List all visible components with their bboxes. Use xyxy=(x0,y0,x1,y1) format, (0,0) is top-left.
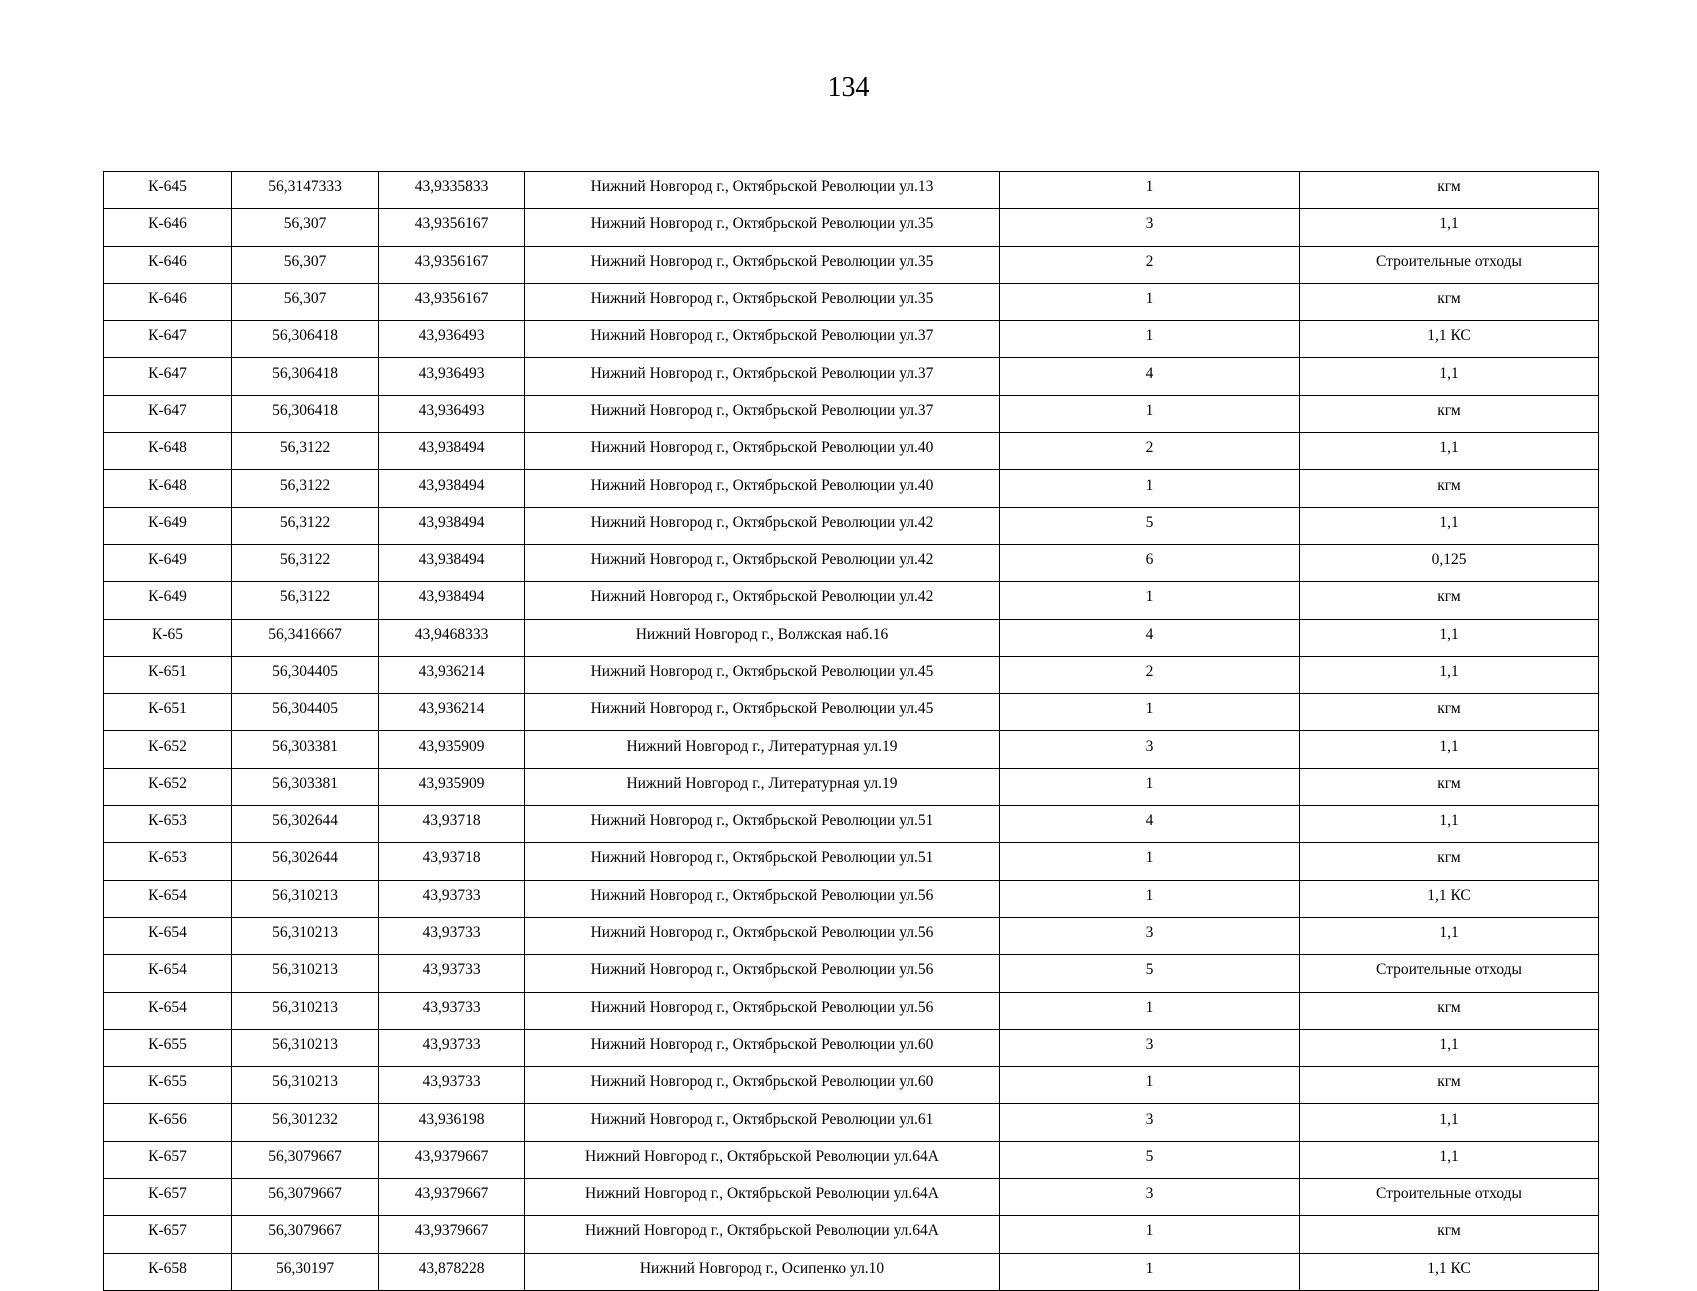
container-type-cell: 1,1 xyxy=(1300,209,1599,246)
container-type-cell: 1,1 КС xyxy=(1300,1253,1599,1290)
site-code-cell: К-648 xyxy=(104,433,232,470)
address-cell: Нижний Новгород г., Октябрьской Революции ул.56 xyxy=(525,992,1000,1029)
container-type-cell: Строительные отходы xyxy=(1300,1179,1599,1216)
longitude-cell: 43,878228 xyxy=(379,1253,525,1290)
container-type-cell: 1,1 xyxy=(1300,1141,1599,1178)
count-cell: 3 xyxy=(1000,731,1300,768)
address-cell: Нижний Новгород г., Октябрьской Революции ул.13 xyxy=(525,172,1000,209)
container-type-cell: 1,1 xyxy=(1300,358,1599,395)
table-row xyxy=(104,582,1599,619)
latitude-cell: 56,3122 xyxy=(232,582,379,619)
table-row xyxy=(104,433,1599,470)
longitude-cell: 43,9468333 xyxy=(379,619,525,656)
container-type-cell: 1,1 xyxy=(1300,619,1599,656)
address-cell: Нижний Новгород г., Октябрьской Революции ул.42 xyxy=(525,582,1000,619)
count-cell: 1 xyxy=(1000,694,1300,731)
site-code-cell: К-651 xyxy=(104,694,232,731)
longitude-cell: 43,9379667 xyxy=(379,1141,525,1178)
site-code-cell: К-652 xyxy=(104,731,232,768)
table-row xyxy=(104,806,1599,843)
longitude-cell: 43,93718 xyxy=(379,806,525,843)
longitude-cell: 43,9356167 xyxy=(379,209,525,246)
latitude-cell: 56,307 xyxy=(232,209,379,246)
site-code-cell: К-656 xyxy=(104,1104,232,1141)
address-cell: Нижний Новгород г., Октябрьской Революции ул.45 xyxy=(525,694,1000,731)
table-row xyxy=(104,992,1599,1029)
longitude-cell: 43,935909 xyxy=(379,731,525,768)
container-type-cell: 1,1 xyxy=(1300,1029,1599,1066)
address-cell: Нижний Новгород г., Октябрьской Революции ул.37 xyxy=(525,358,1000,395)
table-row xyxy=(104,1104,1599,1141)
address-cell: Нижний Новгород г., Октябрьской Революции ул.61 xyxy=(525,1104,1000,1141)
longitude-cell: 43,936493 xyxy=(379,321,525,358)
site-code-cell: К-654 xyxy=(104,992,232,1029)
count-cell: 1 xyxy=(1000,582,1300,619)
longitude-cell: 43,936198 xyxy=(379,1104,525,1141)
latitude-cell: 56,310213 xyxy=(232,955,379,992)
latitude-cell: 56,3122 xyxy=(232,470,379,507)
address-cell: Нижний Новгород г., Осипенко ул.10 xyxy=(525,1253,1000,1290)
table-row xyxy=(104,731,1599,768)
table-row xyxy=(104,246,1599,283)
latitude-cell: 56,303381 xyxy=(232,731,379,768)
site-code-cell: К-649 xyxy=(104,544,232,581)
count-cell: 1 xyxy=(1000,992,1300,1029)
count-cell: 4 xyxy=(1000,806,1300,843)
longitude-cell: 43,9356167 xyxy=(379,246,525,283)
count-cell: 1 xyxy=(1000,1067,1300,1104)
count-cell: 1 xyxy=(1000,880,1300,917)
container-type-cell: 1,1 xyxy=(1300,656,1599,693)
container-type-cell: Строительные отходы xyxy=(1300,246,1599,283)
table-row xyxy=(104,283,1599,320)
site-code-cell: К-649 xyxy=(104,507,232,544)
page-number: 134 xyxy=(827,72,870,103)
address-cell: Нижний Новгород г., Литературная ул.19 xyxy=(525,768,1000,805)
latitude-cell: 56,3079667 xyxy=(232,1216,379,1253)
site-code-cell: К-652 xyxy=(104,768,232,805)
address-cell: Нижний Новгород г., Октябрьской Революции ул.42 xyxy=(525,544,1000,581)
site-code-cell: К-657 xyxy=(104,1141,232,1178)
site-code-cell: К-651 xyxy=(104,656,232,693)
container-type-cell: кгм xyxy=(1300,283,1599,320)
address-cell: Нижний Новгород г., Волжская наб.16 xyxy=(525,619,1000,656)
container-type-cell: 1,1 xyxy=(1300,1104,1599,1141)
address-cell: Нижний Новгород г., Октябрьской Революции ул.60 xyxy=(525,1029,1000,1066)
address-cell: Нижний Новгород г., Октябрьской Революции ул.40 xyxy=(525,433,1000,470)
address-cell: Нижний Новгород г., Октябрьской Революции ул.35 xyxy=(525,246,1000,283)
latitude-cell: 56,306418 xyxy=(232,395,379,432)
container-type-cell: 1,1 КС xyxy=(1300,321,1599,358)
count-cell: 6 xyxy=(1000,544,1300,581)
container-type-cell: 1,1 xyxy=(1300,433,1599,470)
latitude-cell: 56,306418 xyxy=(232,358,379,395)
latitude-cell: 56,310213 xyxy=(232,1067,379,1104)
longitude-cell: 43,936214 xyxy=(379,656,525,693)
count-cell: 1 xyxy=(1000,283,1300,320)
table-row xyxy=(104,358,1599,395)
count-cell: 1 xyxy=(1000,172,1300,209)
count-cell: 3 xyxy=(1000,1104,1300,1141)
longitude-cell: 43,93718 xyxy=(379,843,525,880)
address-cell: Нижний Новгород г., Октябрьской Революции ул.37 xyxy=(525,395,1000,432)
address-cell: Нижний Новгород г., Октябрьской Революции ул.42 xyxy=(525,507,1000,544)
address-cell: Нижний Новгород г., Октябрьской Революции ул.45 xyxy=(525,656,1000,693)
latitude-cell: 56,3122 xyxy=(232,433,379,470)
table-row xyxy=(104,507,1599,544)
count-cell: 4 xyxy=(1000,358,1300,395)
container-sites-table xyxy=(103,171,1599,1291)
latitude-cell: 56,304405 xyxy=(232,656,379,693)
latitude-cell: 56,3079667 xyxy=(232,1141,379,1178)
latitude-cell: 56,3147333 xyxy=(232,172,379,209)
count-cell: 3 xyxy=(1000,1179,1300,1216)
table-row xyxy=(104,395,1599,432)
count-cell: 5 xyxy=(1000,1141,1300,1178)
container-type-cell: кгм xyxy=(1300,694,1599,731)
table-row xyxy=(104,880,1599,917)
longitude-cell: 43,938494 xyxy=(379,433,525,470)
count-cell: 3 xyxy=(1000,209,1300,246)
site-code-cell: К-647 xyxy=(104,321,232,358)
count-cell: 4 xyxy=(1000,619,1300,656)
latitude-cell: 56,307 xyxy=(232,283,379,320)
site-code-cell: К-647 xyxy=(104,358,232,395)
container-type-cell: кгм xyxy=(1300,172,1599,209)
latitude-cell: 56,310213 xyxy=(232,917,379,954)
site-code-cell: К-646 xyxy=(104,209,232,246)
longitude-cell: 43,936493 xyxy=(379,395,525,432)
longitude-cell: 43,9379667 xyxy=(379,1216,525,1253)
count-cell: 1 xyxy=(1000,768,1300,805)
table-row xyxy=(104,1029,1599,1066)
table-row xyxy=(104,1216,1599,1253)
longitude-cell: 43,938494 xyxy=(379,470,525,507)
table-row xyxy=(104,209,1599,246)
table-row xyxy=(104,694,1599,731)
site-code-cell: К-655 xyxy=(104,1029,232,1066)
table-body xyxy=(104,172,1599,1291)
count-cell: 1 xyxy=(1000,321,1300,358)
site-code-cell: К-654 xyxy=(104,880,232,917)
address-cell: Нижний Новгород г., Октябрьской Революции ул.51 xyxy=(525,806,1000,843)
container-type-cell: 1,1 xyxy=(1300,917,1599,954)
container-type-cell: кгм xyxy=(1300,768,1599,805)
longitude-cell: 43,93733 xyxy=(379,955,525,992)
latitude-cell: 56,3122 xyxy=(232,507,379,544)
longitude-cell: 43,93733 xyxy=(379,1029,525,1066)
address-cell: Нижний Новгород г., Октябрьской Революции ул.40 xyxy=(525,470,1000,507)
table-row xyxy=(104,917,1599,954)
container-type-cell: 0,125 xyxy=(1300,544,1599,581)
site-code-cell: К-649 xyxy=(104,582,232,619)
container-type-cell: 1,1 xyxy=(1300,731,1599,768)
address-cell: Нижний Новгород г., Октябрьской Революции ул.35 xyxy=(525,209,1000,246)
site-code-cell: К-646 xyxy=(104,246,232,283)
longitude-cell: 43,938494 xyxy=(379,507,525,544)
container-type-cell: Строительные отходы xyxy=(1300,955,1599,992)
container-type-cell: кгм xyxy=(1300,582,1599,619)
site-code-cell: К-648 xyxy=(104,470,232,507)
longitude-cell: 43,93733 xyxy=(379,880,525,917)
count-cell: 2 xyxy=(1000,246,1300,283)
table-row xyxy=(104,656,1599,693)
longitude-cell: 43,93733 xyxy=(379,1067,525,1104)
count-cell: 1 xyxy=(1000,1216,1300,1253)
longitude-cell: 43,936493 xyxy=(379,358,525,395)
count-cell: 2 xyxy=(1000,433,1300,470)
address-cell: Нижний Новгород г., Октябрьской Революции ул.37 xyxy=(525,321,1000,358)
site-code-cell: К-654 xyxy=(104,917,232,954)
address-cell: Нижний Новгород г., Октябрьской Революции ул.64А xyxy=(525,1216,1000,1253)
container-type-cell: 1,1 xyxy=(1300,806,1599,843)
latitude-cell: 56,3416667 xyxy=(232,619,379,656)
address-cell: Нижний Новгород г., Октябрьской Революции ул.60 xyxy=(525,1067,1000,1104)
longitude-cell: 43,938494 xyxy=(379,582,525,619)
table-row xyxy=(104,1067,1599,1104)
site-code-cell: К-653 xyxy=(104,806,232,843)
container-type-cell: кгм xyxy=(1300,395,1599,432)
latitude-cell: 56,3079667 xyxy=(232,1179,379,1216)
latitude-cell: 56,304405 xyxy=(232,694,379,731)
latitude-cell: 56,30197 xyxy=(232,1253,379,1290)
latitude-cell: 56,301232 xyxy=(232,1104,379,1141)
count-cell: 3 xyxy=(1000,1029,1300,1066)
count-cell: 1 xyxy=(1000,1253,1300,1290)
address-cell: Нижний Новгород г., Октябрьской Революции ул.56 xyxy=(525,917,1000,954)
table-row xyxy=(104,544,1599,581)
site-code-cell: К-657 xyxy=(104,1179,232,1216)
table-row xyxy=(104,1179,1599,1216)
table-row xyxy=(104,619,1599,656)
address-cell: Нижний Новгород г., Октябрьской Революции ул.64А xyxy=(525,1141,1000,1178)
longitude-cell: 43,9335833 xyxy=(379,172,525,209)
latitude-cell: 56,302644 xyxy=(232,843,379,880)
site-code-cell: К-646 xyxy=(104,283,232,320)
container-type-cell: кгм xyxy=(1300,1216,1599,1253)
table-row xyxy=(104,321,1599,358)
site-code-cell: К-653 xyxy=(104,843,232,880)
count-cell: 1 xyxy=(1000,395,1300,432)
table-row xyxy=(104,470,1599,507)
latitude-cell: 56,306418 xyxy=(232,321,379,358)
longitude-cell: 43,93733 xyxy=(379,992,525,1029)
site-code-cell: К-657 xyxy=(104,1216,232,1253)
latitude-cell: 56,303381 xyxy=(232,768,379,805)
latitude-cell: 56,310213 xyxy=(232,992,379,1029)
longitude-cell: 43,9356167 xyxy=(379,283,525,320)
count-cell: 5 xyxy=(1000,955,1300,992)
container-type-cell: кгм xyxy=(1300,992,1599,1029)
table-row xyxy=(104,1141,1599,1178)
container-type-cell: 1,1 КС xyxy=(1300,880,1599,917)
table-row xyxy=(104,843,1599,880)
container-type-cell: 1,1 xyxy=(1300,507,1599,544)
address-cell: Нижний Новгород г., Октябрьской Революции ул.35 xyxy=(525,283,1000,320)
count-cell: 3 xyxy=(1000,917,1300,954)
count-cell: 5 xyxy=(1000,507,1300,544)
latitude-cell: 56,302644 xyxy=(232,806,379,843)
site-code-cell: К-65 xyxy=(104,619,232,656)
site-code-cell: К-658 xyxy=(104,1253,232,1290)
address-cell: Нижний Новгород г., Октябрьской Революции ул.64А xyxy=(525,1179,1000,1216)
latitude-cell: 56,310213 xyxy=(232,880,379,917)
latitude-cell: 56,310213 xyxy=(232,1029,379,1066)
address-cell: Нижний Новгород г., Октябрьской Революции ул.51 xyxy=(525,843,1000,880)
latitude-cell: 56,307 xyxy=(232,246,379,283)
longitude-cell: 43,935909 xyxy=(379,768,525,805)
container-type-cell: кгм xyxy=(1300,1067,1599,1104)
table-row xyxy=(104,955,1599,992)
address-cell: Нижний Новгород г., Литературная ул.19 xyxy=(525,731,1000,768)
longitude-cell: 43,9379667 xyxy=(379,1179,525,1216)
container-type-cell: кгм xyxy=(1300,843,1599,880)
address-cell: Нижний Новгород г., Октябрьской Революции ул.56 xyxy=(525,955,1000,992)
site-code-cell: К-645 xyxy=(104,172,232,209)
count-cell: 2 xyxy=(1000,656,1300,693)
count-cell: 1 xyxy=(1000,470,1300,507)
longitude-cell: 43,938494 xyxy=(379,544,525,581)
address-cell: Нижний Новгород г., Октябрьской Революции ул.56 xyxy=(525,880,1000,917)
site-code-cell: К-655 xyxy=(104,1067,232,1104)
latitude-cell: 56,3122 xyxy=(232,544,379,581)
count-cell: 1 xyxy=(1000,843,1300,880)
table-row xyxy=(104,768,1599,805)
table-row xyxy=(104,172,1599,209)
container-type-cell: кгм xyxy=(1300,470,1599,507)
longitude-cell: 43,936214 xyxy=(379,694,525,731)
site-code-cell: К-647 xyxy=(104,395,232,432)
longitude-cell: 43,93733 xyxy=(379,917,525,954)
table-row xyxy=(104,1253,1599,1290)
site-code-cell: К-654 xyxy=(104,955,232,992)
